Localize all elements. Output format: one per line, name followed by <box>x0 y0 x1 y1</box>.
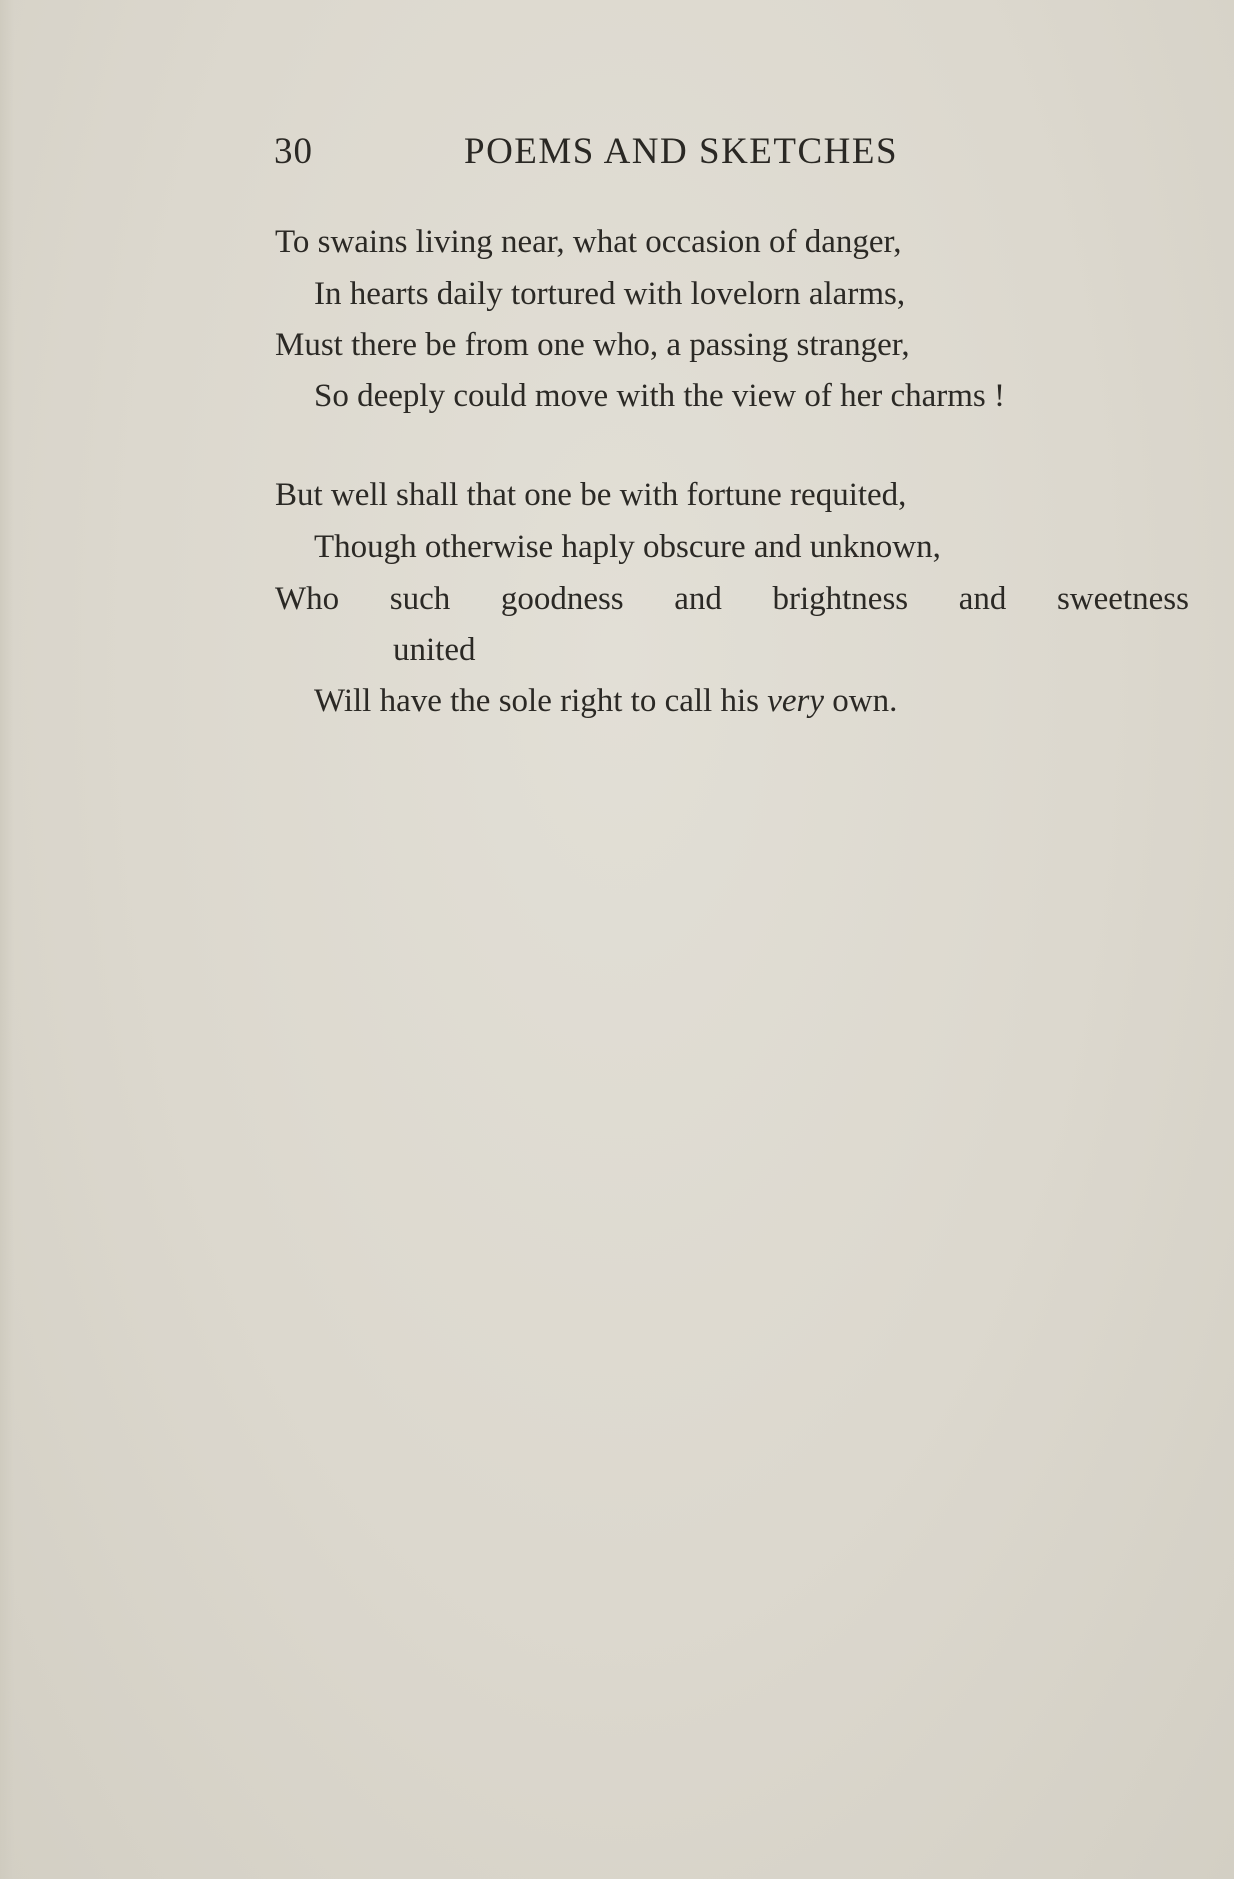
verse-line: Though otherwise haply obscure and unknown, <box>314 529 941 565</box>
verse-line: So deeply could move with the view of her charms ! <box>314 378 1005 414</box>
verse-word: goodness <box>500 581 624 617</box>
verse-word: such <box>389 581 451 617</box>
verse-line: Must there be from one who, a passing stranger, <box>275 327 910 363</box>
emphasized-word: very <box>767 683 825 719</box>
verse-line: In hearts daily tortured with lovelorn alarms, <box>314 276 906 312</box>
page-number: 30 <box>274 131 313 172</box>
verse-text: Will have the sole right to call his <box>314 683 768 719</box>
verse-turnover: united <box>393 632 476 668</box>
verse-word: and <box>674 581 722 617</box>
verse-word: sweetness <box>1056 581 1189 617</box>
verse-text: own. <box>824 683 898 719</box>
verse-word: and <box>958 581 1007 617</box>
verse-line: But well shall that one be with fortune requited, <box>275 477 907 513</box>
page-binding-shadow <box>0 0 14 1879</box>
verse-word: Who <box>275 581 340 617</box>
verse-line-justified <box>275 579 1189 619</box>
running-head <box>274 130 1000 180</box>
running-title: POEMS AND SKETCHES <box>464 131 899 172</box>
verse-line <box>314 681 897 721</box>
verse-line: To swains living near, what occasion of danger, <box>275 224 902 260</box>
verse-word: brightness <box>772 581 909 617</box>
